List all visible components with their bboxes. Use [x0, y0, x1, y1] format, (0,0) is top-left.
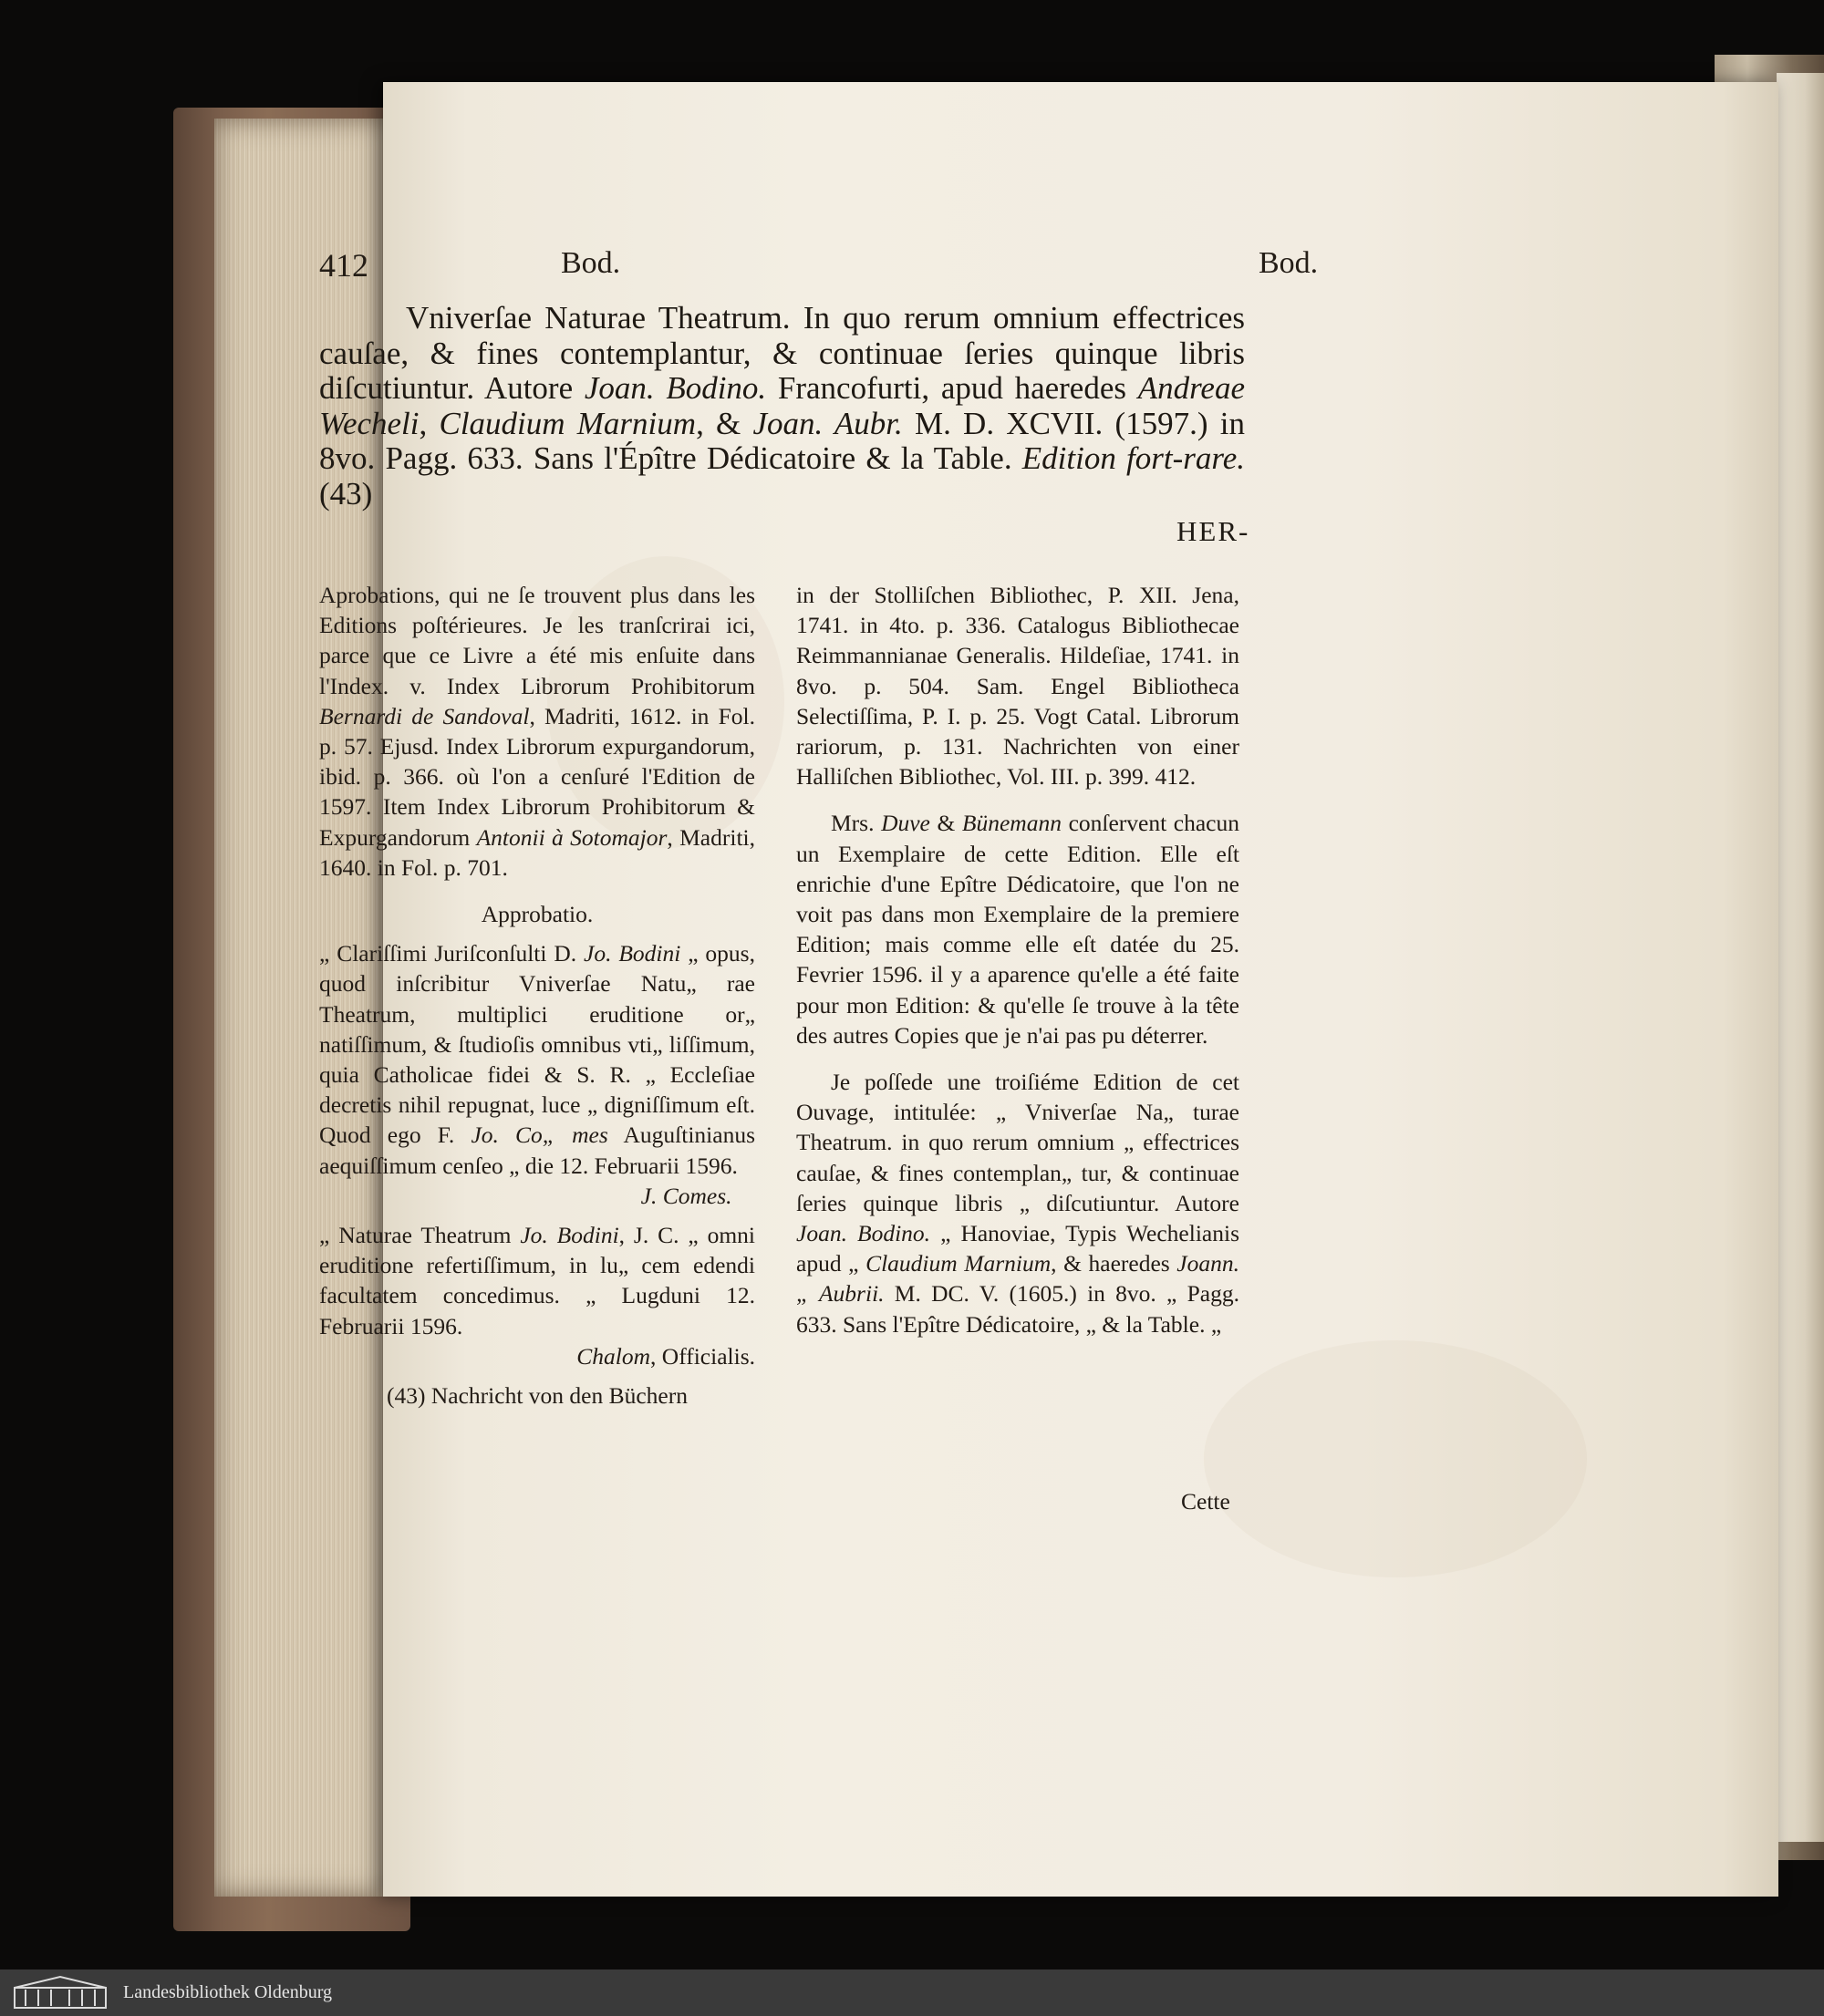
- license-text: „ Naturae Theatrum Jo. Bodini, J. C. „ omni eruditione refertiſſimum, in lu„ cem edendi facultatem concedimus. „ Lugduni 12. Februarii 1596.: [319, 1222, 755, 1339]
- left-heading: Bod.: [561, 246, 621, 280]
- approbations-paragraph: Aprobations, qui ne ſe trouvent plus dans les Editions poſtérieures. Je les tranſcrirai ici, parce que ce Livre a été mis enſuite dans l'Index. v. Index Librorum Prohibitorum Bernardi de Sandoval, Madriti, 1612. in Fol. p. 57. Ejusd. Index Librorum expurgandorum, ibid. p. 366. où l'on a cenſuré l'Edition de 1597. Item Index Librorum Prohibitorum & Expurgandorum Antonii à Sotomajor, Madriti, 1640. in Fol. p. 701.: [319, 582, 755, 881]
- lead-text: Vniverſae Naturae Theatrum. In quo rerum omnium effectrices cauſae, & fines contemplantur, & continuae ſeries quinque libris diſcutiuntur. Autore Joan. Bodino. Francofurti, apud haeredes Andreae Wecheli, Claudium Marnium, & Joan. Aubr. M. D. XCVII. (1597.) in 8vo. Pagg. 633. Sans l'Épître Dédicatoire & la Table. Edition fort-rare. (43): [319, 300, 1245, 512]
- left-column: [319, 580, 755, 1411]
- paper-stain: [1204, 1340, 1587, 1577]
- approbatio-text: „ Clariſſimi Juriſconſulti D. Jo. Bodini „ opus, quod inſcribitur Vniverſae Natu„ rae Theatrum, multiplici eruditione or„ natiſſimum, & ſtudioſis omnibus vti„ liſſimum, quia Catholicae fidei & S. R. „ Eccleſiae decretis nihil repugnat, luce „ digniſſimum eſt. Quod ego F. Jo. Co„ mes Auguſtinianus aequiſſimum cenſeo „ die 12. Februarii 1596.: [319, 940, 755, 1179]
- footer-bar: [0, 1969, 1824, 2016]
- right-heading: Bod.: [1259, 246, 1319, 280]
- facing-page-edge: [1777, 73, 1824, 1842]
- lead-paragraph: [319, 301, 1245, 512]
- catchword-bottom: Cette: [1181, 1488, 1230, 1515]
- library-name: Landesbibliothek Oldenburg: [123, 1982, 333, 2002]
- library-building-icon: [13, 1975, 108, 2010]
- third-edition-paragraph: Je poſſede une troiſiéme Edition de cet Ouvage, intitulée: „ Vniverſae Na„ turae Theatrum. in quo rerum omnium „ effectrices cauſae, & fines contemplan„ tur, & continuae ſeries quinque libris „ diſcutiuntur. Autore Joan. Bodino. „ Hanoviae, Typis Wechelianis apud „ Claudium Marnium, & haeredes Joann. „ Aubrii. M. DC. V. (1605.) in 8vo. „ Pagg. 633. Sans l'Epître Dédicatoire, „ & la Table. „: [796, 1069, 1240, 1338]
- catalog-references: in der Stolliſchen Bibliothec, P. XII. Jena, 1741. in 4to. p. 336. Catalogus Bibliothecae Reimmannianae Generalis. Hildeſiae, 1741. in 8vo. p. 504. Sam. Engel Bibliotheca Selectiſſima, P. I. p. 25. Vogt Catal. Librorum rariorum, p. 131. Nachrichten von einer Halliſchen Bibliothec, Vol. III. p. 399. 412.: [796, 582, 1239, 791]
- signature-chalom: Chalom, Officialis.: [576, 1342, 755, 1370]
- running-header: [319, 246, 1632, 292]
- catchword-top: HER-: [1176, 515, 1250, 547]
- footnote: (43) Nachricht von den Büchern: [387, 1382, 688, 1410]
- signature-comes: J. Comes.: [640, 1182, 732, 1209]
- approbatio-heading: Approbatio.: [481, 901, 594, 928]
- right-column: [796, 580, 1239, 1339]
- lead-entry: [319, 301, 1245, 512]
- page-number: 412: [319, 247, 368, 284]
- exemplaire-paragraph: Mrs. Duve & Bünemann conſervent chacun un Exemplaire de cette Edition. Elle eſt enrichie d'une Epître Dédicatoire, que l'on ne voit pas dans mon Exemplaire de la premiere Edition; mais comme elle eſt datée du 25. Fevrier 1596. il y a aparence qu'elle a été faite pour mon Edition: & qu'elle ſe trouve à la tête des autres Copies que je n'ai pas pu déterrer.: [796, 810, 1239, 1049]
